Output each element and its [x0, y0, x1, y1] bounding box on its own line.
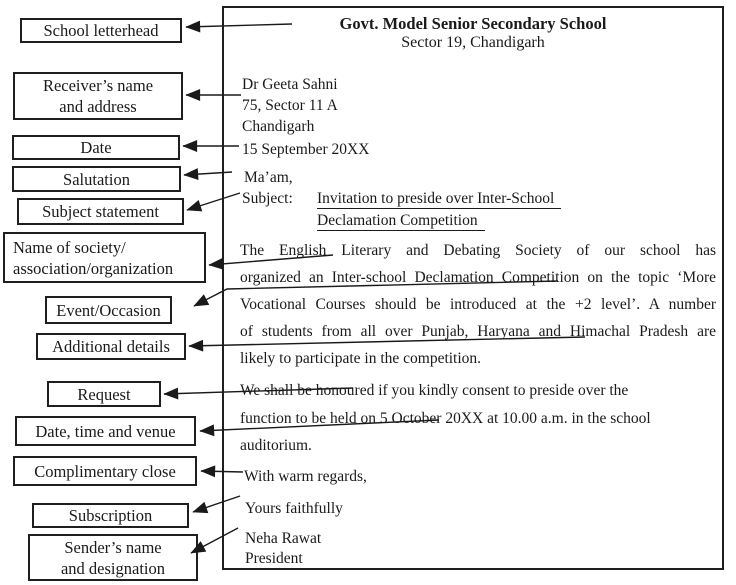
subject-text-line1: [317, 189, 561, 209]
subject-underlined-1: Invitation to preside over Inter-School: [317, 190, 561, 209]
subject-text-line2: [317, 211, 485, 231]
label-box-date-time-venue: [15, 416, 196, 446]
label-box-event-occasion: [45, 296, 172, 324]
label-box-school-letterhead: [20, 18, 182, 43]
label-box-complimentary-close: [13, 456, 197, 486]
receiver-name: Dr Geeta Sahni: [242, 76, 338, 93]
body1-line3: Vocational Courses should be introduced at the +2 level’. A number: [240, 296, 716, 313]
label-box-sender-name-designation: [28, 534, 198, 581]
subject-underlined-2: Declamation Competition: [317, 212, 485, 231]
label-box-additional-details: [36, 333, 186, 360]
letter-salutation: Ma’am,: [244, 169, 293, 186]
subscription-text: Yours faithfully: [245, 500, 343, 517]
label-box-subject-statement: [17, 198, 184, 225]
label-box-request: [47, 381, 161, 407]
label-text: School letterhead: [43, 21, 159, 40]
label-box-receiver-name-address: [13, 72, 183, 120]
school-letterhead-title: Govt. Model Senior Secondary School: [339, 14, 607, 33]
sender-block: [245, 529, 321, 569]
label-text: Sender’s name and designation: [60, 537, 166, 578]
body2-line3: auditorium.: [240, 437, 312, 454]
body1-line5: likely to participate in the competition.: [240, 350, 482, 367]
label-text: Additional details: [52, 337, 170, 356]
body1-line4: of students from all over Punjab, Haryana and Himachal Pradesh are: [240, 323, 716, 340]
sender-name: Neha Rawat: [245, 530, 322, 547]
label-text: Date, time and venue: [35, 421, 176, 441]
label-text: Receiver’s name and address: [42, 76, 154, 116]
label-text: Subscription: [68, 506, 153, 525]
letter-date: 15 September 20XX: [242, 141, 370, 158]
letter-body-paragraph-1: [240, 237, 716, 372]
label-box-subscription: [32, 503, 189, 528]
letter-page: [222, 6, 724, 570]
body1-line2: organized an Inter-school Declamation Competition on the topic ‘More: [240, 269, 716, 286]
complimentary-close-text: With warm regards,: [244, 468, 367, 485]
label-text: Complimentary close: [34, 461, 176, 481]
label-box-date: [12, 135, 180, 160]
label-text: Salutation: [63, 169, 130, 189]
receiver-city: Chandigarh: [242, 118, 315, 135]
school-letterhead-location: Sector 19, Chandigarh: [401, 34, 545, 51]
label-box-salutation: [12, 166, 181, 192]
body1-line1: The English Literary and Debating Society of our school has: [240, 242, 716, 259]
label-text: Date: [80, 138, 112, 157]
sender-designation: President: [245, 550, 303, 567]
subject-label: Subject:: [242, 190, 293, 207]
label-text: Name of society/ association/organization: [13, 237, 174, 278]
body2-line1: We shall be honoured if you kindly consent to preside over the: [240, 382, 629, 399]
label-box-society-name: [3, 232, 206, 283]
body2-line2: function to be held on 5 October 20XX at 10.00 a.m. in the school: [240, 409, 651, 427]
label-text: Subject statement: [42, 202, 159, 221]
letter-body-paragraph-2: [240, 377, 716, 460]
label-text: Event/Occasion: [56, 300, 161, 320]
label-text: Request: [77, 384, 131, 404]
receiver-address-block: [242, 74, 338, 137]
receiver-street: 75, Sector 11 A: [242, 97, 338, 114]
